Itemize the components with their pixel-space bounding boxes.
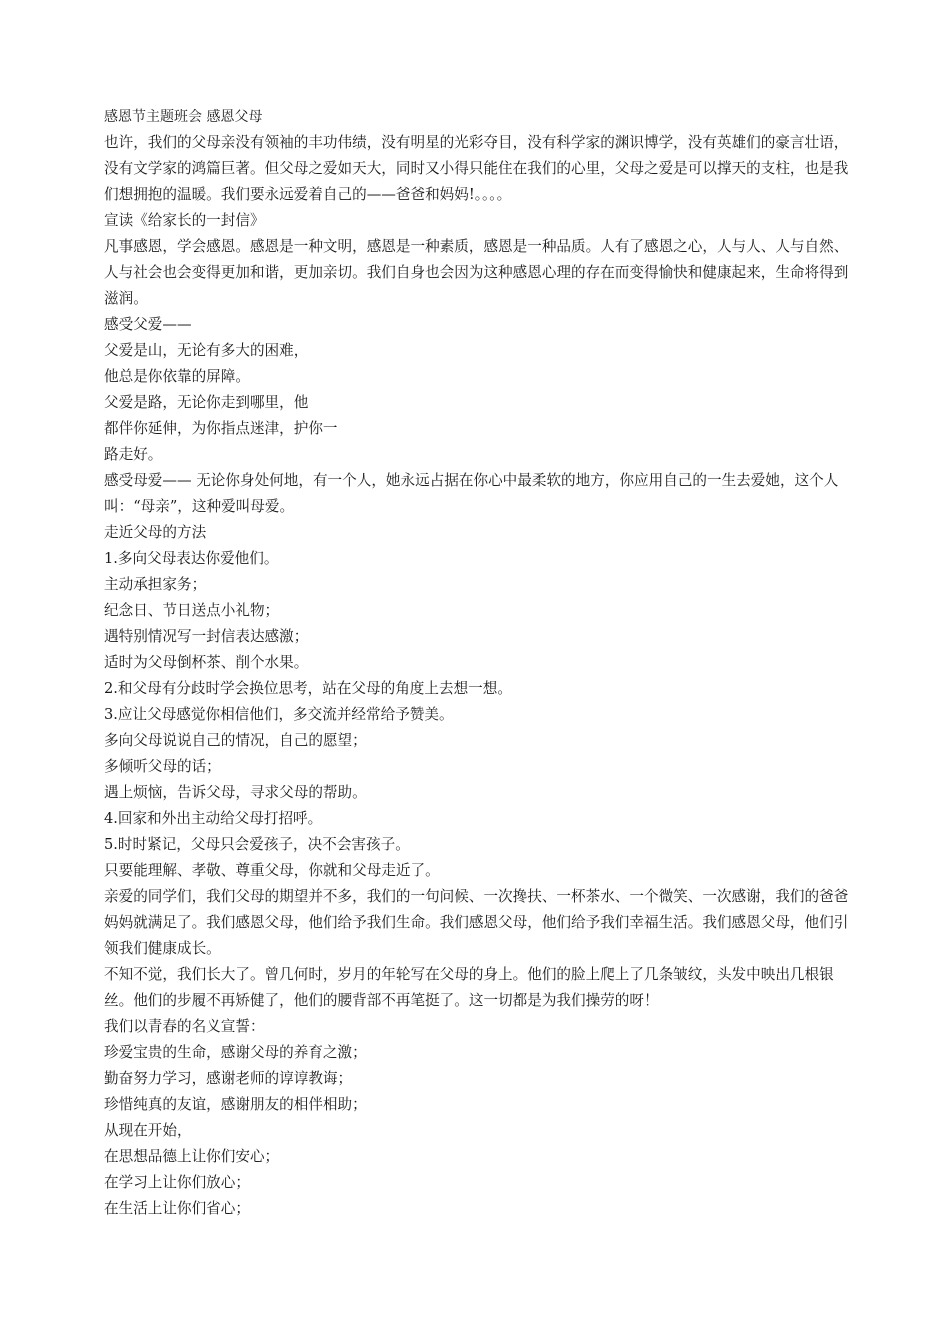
method-subitem: 多向父母说说自己的情况，自己的愿望；	[104, 732, 367, 749]
oath-line: 从现在开始，	[104, 1122, 192, 1139]
oath-line: 在生活上让你们省心；	[104, 1200, 250, 1217]
intro-paragraph: 也许，我们的父母亲没有领袖的丰功伟绩，没有明星的光彩夺目，没有科学家的渊识博学，没有英雄们的豪言壮语，没有文学家的鸿篇巨著。但父母之爱如天大，同时又小得只能住在我们的心里，父母之爱是可以撑天的支柱，也是我们想拥抱的温暖。我们要永远爱着自己的——爸爸和妈妈!。。。。	[104, 134, 849, 203]
method-item: 5.时时紧记，父母只会爱孩子，决不会害孩子。	[104, 836, 410, 853]
method-subitem: 遇上烦恼，告诉父母，寻求父母的帮助。	[104, 784, 367, 801]
method-subitem: 多倾听父母的话；	[104, 758, 221, 775]
poem-line: 父爱是路，无论你走到哪里，他	[104, 394, 309, 411]
oath-line: 在学习上让你们放心；	[104, 1174, 250, 1191]
method-subitem: 适时为父母倒杯茶、削个水果。	[104, 654, 309, 671]
summary-line: 只要能理解、孝敬、尊重父母，你就和父母走近了。	[104, 862, 440, 879]
poem-line: 父爱是山，无论有多大的困难，	[104, 342, 309, 359]
section-heading-father: 感受父爱——	[104, 316, 192, 333]
mother-paragraph: 感受母爱—— 无论你身处何地，有一个人，她永远占据在你心中最柔软的地方，你应用自己的一生去爱她，这个人叫：“母亲”，这种爱叫母爱。	[104, 472, 839, 515]
method-item: 2.和父母有分歧时学会换位思考，站在父母的角度上去想一想。	[104, 680, 512, 697]
oath-line: 珍爱宝贵的生命，感谢父母的养育之激；	[104, 1044, 367, 1061]
gratitude-paragraph: 凡事感恩，学会感恩。感恩是一种文明，感恩是一种素质，感恩是一种品质。人有了感恩之心，人与人、人与自然、人与社会也会变得更加和谐，更加亲切。我们自身也会因为这种感恩心理的存在而变得愉快和健康起来，生命将得到滋润。	[104, 238, 849, 307]
classmates-paragraph: 亲爱的同学们，我们父母的期望并不多，我们的一句问候、一次搀扶、一杯茶水、一个微笑、一次感谢，我们的爸爸妈妈就满足了。我们感恩父母，他们给予我们生命。我们感恩父母，他们给予我们幸福生活。我们感恩父母，他们引领我们健康成长。	[104, 888, 849, 957]
poem-line: 都伴你延伸，为你指点迷津，护你一	[104, 420, 338, 437]
poem-line: 他总是你依靠的屏障。	[104, 368, 250, 385]
document-title: 感恩节主题班会 感恩父母	[104, 109, 263, 125]
method-item: 3.应让父母感觉你相信他们，多交流并经常给予赞美。	[104, 706, 454, 723]
oath-line: 珍惜纯真的友谊，感谢朋友的相伴相助；	[104, 1096, 367, 1113]
method-subitem: 遇特别情况写一封信表达感激；	[104, 628, 309, 645]
section-heading-letter: 宣读《给家长的一封信》	[104, 212, 265, 229]
poem-line: 路走好。	[104, 446, 163, 463]
method-item: 4.回家和外出主动给父母打招呼。	[104, 810, 323, 827]
growing-up-paragraph: 不知不觉，我们长大了。曾几何时，岁月的年轮写在父母的身上。他们的脸上爬上了几条皱纹，头发中映出几根银丝。他们的步履不再矫健了，他们的腰背部不再笔挺了。这一切都是为我们操劳的呀！	[104, 966, 834, 1009]
document-page	[104, 104, 856, 1222]
oath-line: 勤奋努力学习，感谢老师的谆谆教诲；	[104, 1070, 353, 1087]
section-heading-methods: 走近父母的方法	[104, 524, 207, 541]
method-item: 1.多向父母表达你爱他们。	[104, 550, 279, 567]
oath-heading: 我们以青春的名义宣誓：	[104, 1018, 265, 1035]
method-subitem: 纪念日、节日送点小礼物；	[104, 602, 280, 619]
oath-line: 在思想品德上让你们安心；	[104, 1148, 280, 1165]
method-subitem: 主动承担家务；	[104, 576, 207, 593]
